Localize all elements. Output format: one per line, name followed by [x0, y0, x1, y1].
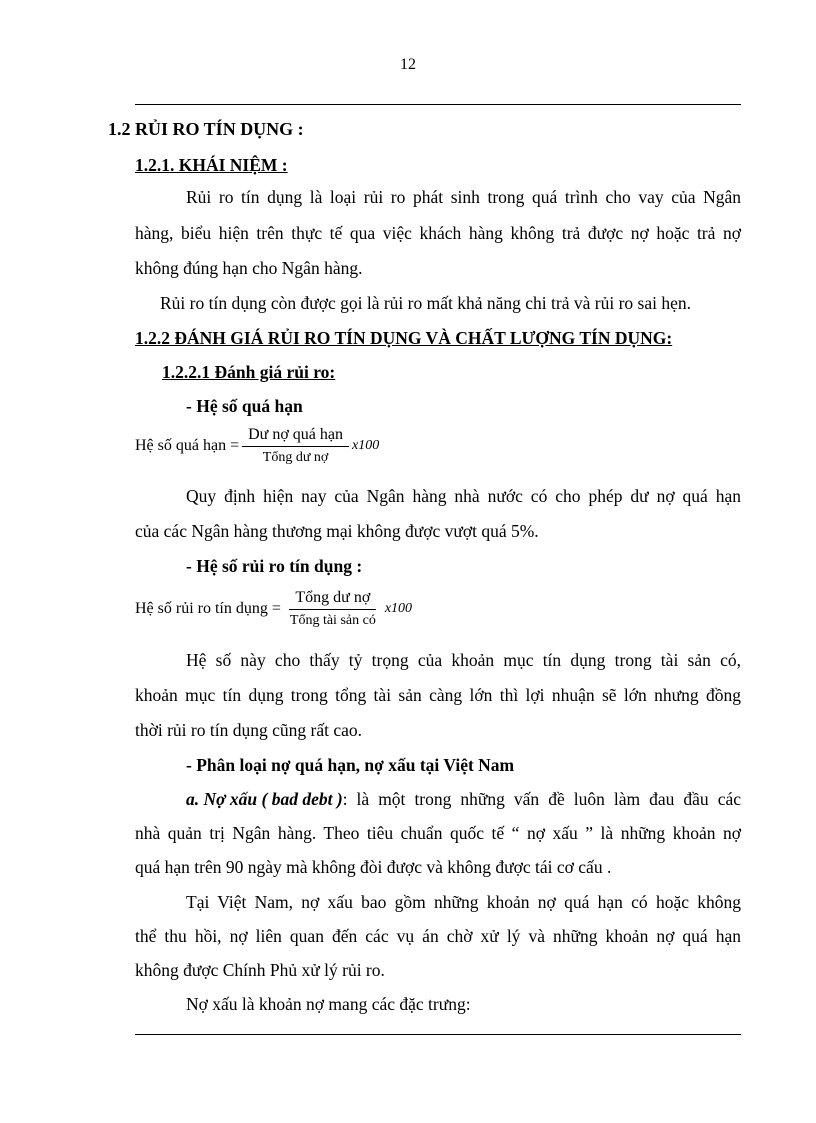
formula-lhs: Hệ số quá hạn =	[135, 437, 240, 454]
paragraph-line: Rủi ro tín dụng còn được gọi là rủi ro mất khả năng chi trả và rủi ro sai hẹn.	[160, 293, 691, 313]
paragraph-line: nhà quản trị Ngân hàng. Theo tiêu chuẩn quốc tế “ nợ xấu ” là những khoản nợ	[135, 823, 741, 843]
item-heading-credit-risk-ratio: - Hệ số rủi ro tín dụng :	[186, 556, 363, 576]
item-heading-debt-classification: - Phân loại nợ quá hạn, nợ xấu tại Việt Nam	[186, 755, 515, 775]
subsection-title-assessment: 1.2.2 ĐÁNH GIÁ RỦI RO TÍN DỤNG VÀ CHẤT LƯỢNG TÍN DỤNG:	[135, 328, 673, 348]
formula-multiplier: x100	[352, 438, 380, 453]
item-heading-overdue-ratio: - Hệ số quá hạn	[186, 396, 303, 416]
paragraph-line: khoản mục tín dụng trong tổng tài sản càng lớn thì lợi nhuận sẽ lớn nhưng đồng	[135, 685, 741, 705]
footer-rule	[135, 1034, 741, 1035]
header-rule	[135, 104, 741, 105]
paragraph-line: Rủi ro tín dụng là loại rủi ro phát sinh trong quá trình cho vay của Ngân	[186, 187, 741, 207]
subsection-title-concept: 1.2.1. KHÁI NIỆM :	[135, 155, 288, 175]
paragraph-line: không đúng hạn cho Ngân hàng.	[135, 258, 363, 278]
paragraph-line: của các Ngân hàng thương mại không được vượt quá 5%.	[135, 521, 539, 541]
formula-fraction	[242, 426, 349, 466]
formula-denominator: Tổng tài sản có	[289, 613, 376, 628]
paragraph-line: thể thu hồi, nợ liên quan đến các vụ án chờ xử lý và những khoản nợ quá hạn	[135, 926, 741, 946]
formula-numerator: Tổng dư nợ	[289, 589, 376, 610]
section-title: 1.2 RỦI RO TÍN DỤNG :	[108, 119, 304, 139]
formula-lhs: Hệ số rủi ro tín dụng =	[135, 600, 281, 617]
paragraph-line: quá hạn trên 90 ngày mà không đòi được và không được tái cơ cấu .	[135, 857, 612, 877]
paragraph-line: hàng, biểu hiện trên thực tế qua việc khách hàng không trả được nợ hoặc trả nợ	[135, 223, 741, 243]
page-number: 12	[400, 56, 416, 73]
paragraph-line: Hệ số này cho thấy tỷ trọng của khoản mục tín dụng trong tài sản có,	[186, 650, 741, 670]
paragraph-line	[186, 789, 741, 810]
paragraph-line: thời rủi ro tín dụng cũng rất cao.	[135, 720, 362, 740]
paragraph-line: Tại Việt Nam, nợ xấu bao gồm những khoản nợ quá hạn có hoặc không	[186, 892, 741, 912]
formula-numerator: Dư nợ quá hạn	[242, 426, 349, 447]
bad-debt-term: a. Nợ xấu ( bad debt )	[186, 789, 343, 809]
formula-multiplier: x100	[384, 601, 413, 616]
formula-fraction	[284, 589, 382, 629]
formula-denominator: Tổng dư nợ	[262, 450, 329, 465]
bad-debt-definition: : là một trong những vấn đề luôn làm đau đầu các	[342, 789, 741, 809]
paragraph-line: không được Chính Phủ xử lý rủi ro.	[135, 960, 385, 980]
paragraph-line: Quy định hiện nay của Ngân hàng nhà nước có cho phép dư nợ quá hạn	[186, 486, 741, 506]
paragraph-line: Nợ xấu là khoản nợ mang các đặc trưng:	[186, 994, 471, 1014]
formula-credit-risk-ratio	[135, 589, 412, 629]
formula-overdue-ratio	[135, 426, 379, 466]
subsubsection-title: 1.2.2.1 Đánh giá rủi ro:	[162, 362, 336, 382]
